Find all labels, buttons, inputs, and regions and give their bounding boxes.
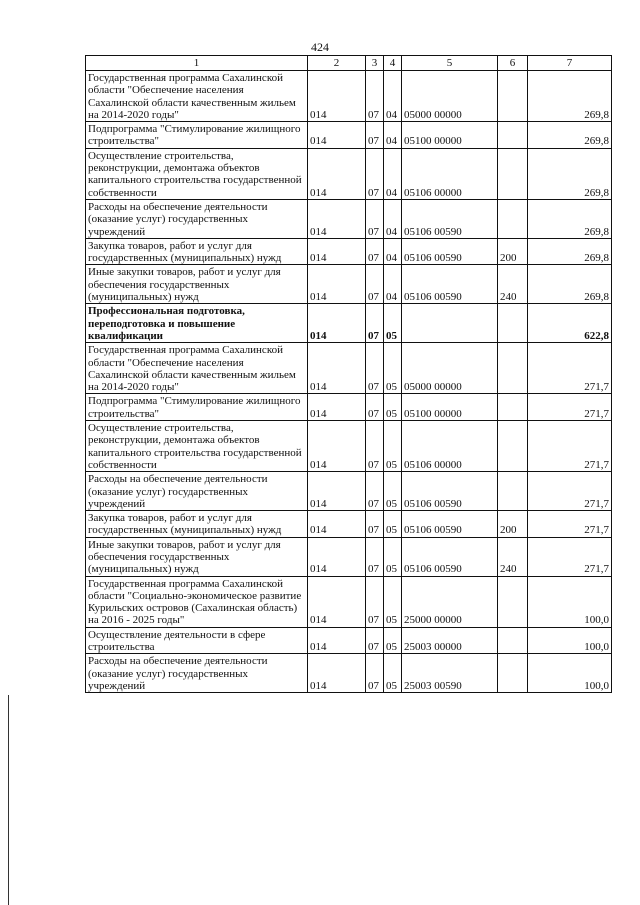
row-cell-3: 07	[366, 654, 384, 693]
table-row	[86, 511, 612, 538]
row-cell-7: 271,7	[528, 537, 612, 576]
row-cell-6	[498, 148, 528, 199]
row-cell-6	[498, 304, 528, 343]
row-cell-2: 014	[308, 654, 366, 693]
row-cell-4: 04	[384, 122, 402, 149]
col-header-6: 6	[498, 56, 528, 71]
row-cell-4: 05	[384, 304, 402, 343]
row-cell-3: 07	[366, 537, 384, 576]
row-cell-6: 240	[498, 265, 528, 304]
row-cell-5: 05100 00000	[402, 122, 498, 149]
row-cell-2: 014	[308, 537, 366, 576]
row-cell-3: 07	[366, 511, 384, 538]
row-cell-5: 25003 00590	[402, 654, 498, 693]
row-cell-7: 100,0	[528, 627, 612, 654]
row-name-cell: Закупка товаров, работ и услуг для государственных (муниципальных) нужд	[86, 238, 308, 265]
row-cell-7: 269,8	[528, 265, 612, 304]
row-cell-3: 07	[366, 421, 384, 472]
table-row	[86, 71, 612, 122]
row-cell-6	[498, 576, 528, 627]
row-cell-4: 04	[384, 238, 402, 265]
row-cell-3: 07	[366, 304, 384, 343]
row-cell-6: 200	[498, 238, 528, 265]
row-cell-3: 07	[366, 238, 384, 265]
row-cell-3: 07	[366, 148, 384, 199]
row-cell-4: 04	[384, 148, 402, 199]
row-cell-4: 05	[384, 472, 402, 511]
row-name-cell: Подпрограмма "Стимулирование жилищного строительства"	[86, 394, 308, 421]
row-cell-5: 25000 00000	[402, 576, 498, 627]
row-cell-5: 05106 00590	[402, 537, 498, 576]
col-header-3: 3	[366, 56, 384, 71]
table-body	[86, 71, 612, 693]
row-cell-3: 07	[366, 472, 384, 511]
row-name-cell: Государственная программа Сахалинской области "Обеспечение населения Сахалинской области качественным жильем на 2014-2020 годы"	[86, 343, 308, 394]
row-name-cell: Государственная программа Сахалинской области "Социально-экономическое развитие Курильских островов (Сахалинская область) на 2016 - 2025 годы"	[86, 576, 308, 627]
row-cell-7: 269,8	[528, 199, 612, 238]
row-cell-4: 05	[384, 343, 402, 394]
row-cell-2: 014	[308, 627, 366, 654]
table-row	[86, 238, 612, 265]
row-cell-2: 014	[308, 304, 366, 343]
row-cell-2: 014	[308, 472, 366, 511]
row-cell-3: 07	[366, 394, 384, 421]
row-cell-7: 269,8	[528, 238, 612, 265]
row-name-cell: Закупка товаров, работ и услуг для государственных (муниципальных) нужд	[86, 511, 308, 538]
row-cell-3: 07	[366, 265, 384, 304]
row-cell-7: 271,7	[528, 511, 612, 538]
header-row	[86, 56, 612, 71]
table-row	[86, 265, 612, 304]
row-cell-2: 014	[308, 576, 366, 627]
table-row	[86, 394, 612, 421]
row-cell-7: 271,7	[528, 394, 612, 421]
row-cell-6	[498, 627, 528, 654]
row-cell-3: 07	[366, 627, 384, 654]
row-cell-2: 014	[308, 122, 366, 149]
col-header-1: 1	[86, 56, 308, 71]
row-name-cell: Осуществление деятельности в сфере строительства	[86, 627, 308, 654]
table-row	[86, 343, 612, 394]
col-header-4: 4	[384, 56, 402, 71]
row-name-cell: Расходы на обеспечение деятельности (оказание услуг) государственных учреждений	[86, 654, 308, 693]
table-row	[86, 654, 612, 693]
row-name-cell: Осуществление строительства, реконструкции, демонтажа объектов капитального строительства государственной собственности	[86, 148, 308, 199]
margin-line	[8, 695, 9, 905]
row-cell-3: 07	[366, 71, 384, 122]
row-cell-5: 25003 00000	[402, 627, 498, 654]
row-cell-4: 04	[384, 265, 402, 304]
row-name-cell: Профессиональная подготовка, переподготовка и повышение квалификации	[86, 304, 308, 343]
row-name-cell: Иные закупки товаров, работ и услуг для обеспечения государственных (муниципальных) нужд	[86, 537, 308, 576]
row-cell-2: 014	[308, 511, 366, 538]
row-cell-6: 240	[498, 537, 528, 576]
row-cell-5: 05106 00590	[402, 265, 498, 304]
row-cell-7: 100,0	[528, 576, 612, 627]
row-cell-6	[498, 472, 528, 511]
row-cell-5: 05106 00590	[402, 199, 498, 238]
table-row	[86, 472, 612, 511]
row-cell-7: 271,7	[528, 421, 612, 472]
table-row	[86, 148, 612, 199]
page-number: 424	[311, 40, 329, 54]
row-cell-4: 05	[384, 421, 402, 472]
row-cell-5: 05106 00590	[402, 472, 498, 511]
row-cell-5: 05100 00000	[402, 394, 498, 421]
row-cell-5: 05000 00000	[402, 71, 498, 122]
row-name-cell: Государственная программа Сахалинской области "Обеспечение населения Сахалинской области качественным жильем на 2014-2020 годы"	[86, 71, 308, 122]
row-cell-5: 05000 00000	[402, 343, 498, 394]
row-cell-5: 05106 00000	[402, 148, 498, 199]
row-cell-7: 269,8	[528, 71, 612, 122]
row-cell-7: 622,8	[528, 304, 612, 343]
row-cell-2: 014	[308, 343, 366, 394]
row-cell-7: 269,8	[528, 148, 612, 199]
row-name-cell: Иные закупки товаров, работ и услуг для обеспечения государственных (муниципальных) нужд	[86, 265, 308, 304]
row-cell-6	[498, 394, 528, 421]
table-row	[86, 537, 612, 576]
row-cell-3: 07	[366, 122, 384, 149]
row-cell-3: 07	[366, 576, 384, 627]
row-cell-7: 271,7	[528, 472, 612, 511]
row-cell-6: 200	[498, 511, 528, 538]
row-cell-4: 04	[384, 199, 402, 238]
table-row	[86, 122, 612, 149]
row-cell-6	[498, 343, 528, 394]
row-cell-2: 014	[308, 421, 366, 472]
budget-table	[85, 55, 612, 693]
col-header-7: 7	[528, 56, 612, 71]
row-cell-4: 04	[384, 71, 402, 122]
row-cell-7: 271,7	[528, 343, 612, 394]
row-cell-2: 014	[308, 238, 366, 265]
row-cell-5: 05106 00590	[402, 238, 498, 265]
table-row	[86, 576, 612, 627]
row-cell-5	[402, 304, 498, 343]
row-name-cell: Подпрограмма "Стимулирование жилищного строительства"	[86, 122, 308, 149]
row-cell-4: 05	[384, 576, 402, 627]
table-row	[86, 627, 612, 654]
row-cell-5: 05106 00590	[402, 511, 498, 538]
row-cell-3: 07	[366, 343, 384, 394]
row-cell-4: 05	[384, 511, 402, 538]
row-cell-2: 014	[308, 71, 366, 122]
table-row	[86, 304, 612, 343]
table-row	[86, 199, 612, 238]
row-cell-5: 05106 00000	[402, 421, 498, 472]
col-header-5: 5	[402, 56, 498, 71]
col-header-2: 2	[308, 56, 366, 71]
row-cell-6	[498, 199, 528, 238]
row-cell-6	[498, 122, 528, 149]
row-cell-6	[498, 654, 528, 693]
row-cell-6	[498, 421, 528, 472]
row-cell-2: 014	[308, 265, 366, 304]
row-cell-4: 05	[384, 654, 402, 693]
row-cell-4: 05	[384, 394, 402, 421]
row-cell-7: 100,0	[528, 654, 612, 693]
row-cell-7: 269,8	[528, 122, 612, 149]
row-cell-6	[498, 71, 528, 122]
row-cell-2: 014	[308, 394, 366, 421]
row-name-cell: Расходы на обеспечение деятельности (оказание услуг) государственных учреждений	[86, 199, 308, 238]
row-cell-2: 014	[308, 148, 366, 199]
row-name-cell: Расходы на обеспечение деятельности (оказание услуг) государственных учреждений	[86, 472, 308, 511]
row-cell-4: 05	[384, 537, 402, 576]
table-row	[86, 421, 612, 472]
row-cell-2: 014	[308, 199, 366, 238]
row-cell-3: 07	[366, 199, 384, 238]
row-cell-4: 05	[384, 627, 402, 654]
row-name-cell: Осуществление строительства, реконструкции, демонтажа объектов капитального строительства государственной собственности	[86, 421, 308, 472]
